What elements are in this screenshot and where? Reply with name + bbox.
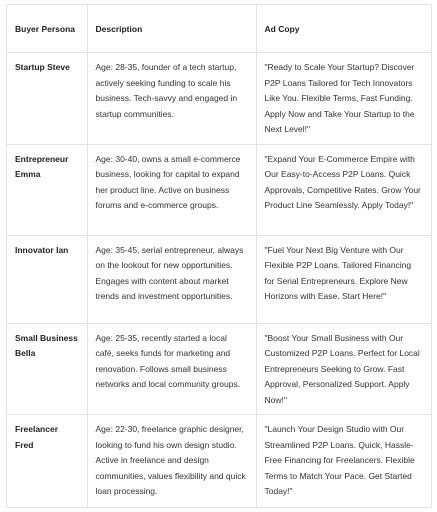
table-row <box>7 415 431 509</box>
persona-table <box>7 5 431 508</box>
persona-description: Age: 30-40, owns a small e-commerce business, looking for capital to expand her product line. Active on business forums and e-commerce groups. <box>87 144 256 235</box>
persona-description: Age: 28-35, founder of a tech startup, actively seeking funding to scale his business. Tech-savvy and engaged in startup communities. <box>87 53 256 145</box>
table-body <box>7 53 431 509</box>
table-header <box>7 5 431 53</box>
persona-ad-copy: "Ready to Scale Your Startup? Discover P2P Loans Tailored for Tech Innovators Like You. Flexible Terms, Fast Funding. Apply Now and Take Your Startup to the Next Level!" <box>264 62 415 134</box>
persona-name: Innovator Ian <box>7 235 87 323</box>
persona-ad-copy: "Fuel Your Next Big Venture with Our Flexible P2P Loans. Tailored Financing for Serial Entrepreneurs. Explore New Horizons with Ease. Start Here!" <box>256 235 431 323</box>
persona-name: Startup Steve <box>7 53 87 145</box>
table-row <box>7 53 431 145</box>
header-row <box>7 5 431 53</box>
persona-description: Age: 22-30, freelance graphic designer, looking to fund his own design studio. Active in freelance and design communities, values flexibility and quick loan processing. <box>87 415 256 509</box>
persona-name: Entrepreneur Emma <box>7 144 87 235</box>
table-row <box>7 323 431 415</box>
persona-ad-copy: "Expand Your E-Commerce Empire with Our Easy-to-Access P2P Loans. Quick Approvals, Competitive Rates. Grow Your Product Line Seamlessly. Apply Today!" <box>256 144 431 235</box>
table-row <box>7 144 431 235</box>
persona-name: Small Business Bella <box>7 323 87 415</box>
persona-description: Age: 35-45, serial entrepreneur, always on the lookout for new opportunities. Engages with content about market trends and investment opportunities. <box>87 235 256 323</box>
persona-table-container <box>6 4 432 508</box>
header-buyer-persona: Buyer Persona <box>7 5 87 53</box>
persona-ad-copy: "Launch Your Design Studio with Our Streamlined P2P Loans. Quick, Hassle-Free Financing for Freelancers. Flexible Terms to Match Your Pace. Get Started Today!" <box>256 415 431 509</box>
table-row <box>7 235 431 323</box>
persona-name: Freelancer Fred <box>7 415 87 509</box>
persona-ad-copy: "Boost Your Small Business with Our Customized P2P Loans. Perfect for Local Entrepreneurs Seeking to Grow. Fast Approval, Personalized Support. Apply Now!" <box>256 323 431 415</box>
header-ad-copy: Ad Copy <box>256 5 431 53</box>
header-description: Description <box>87 5 256 53</box>
persona-description: Age: 25-35, recently started a local café, seeks funds for marketing and renovation. Follows small business networks and local community groups. <box>87 323 256 415</box>
